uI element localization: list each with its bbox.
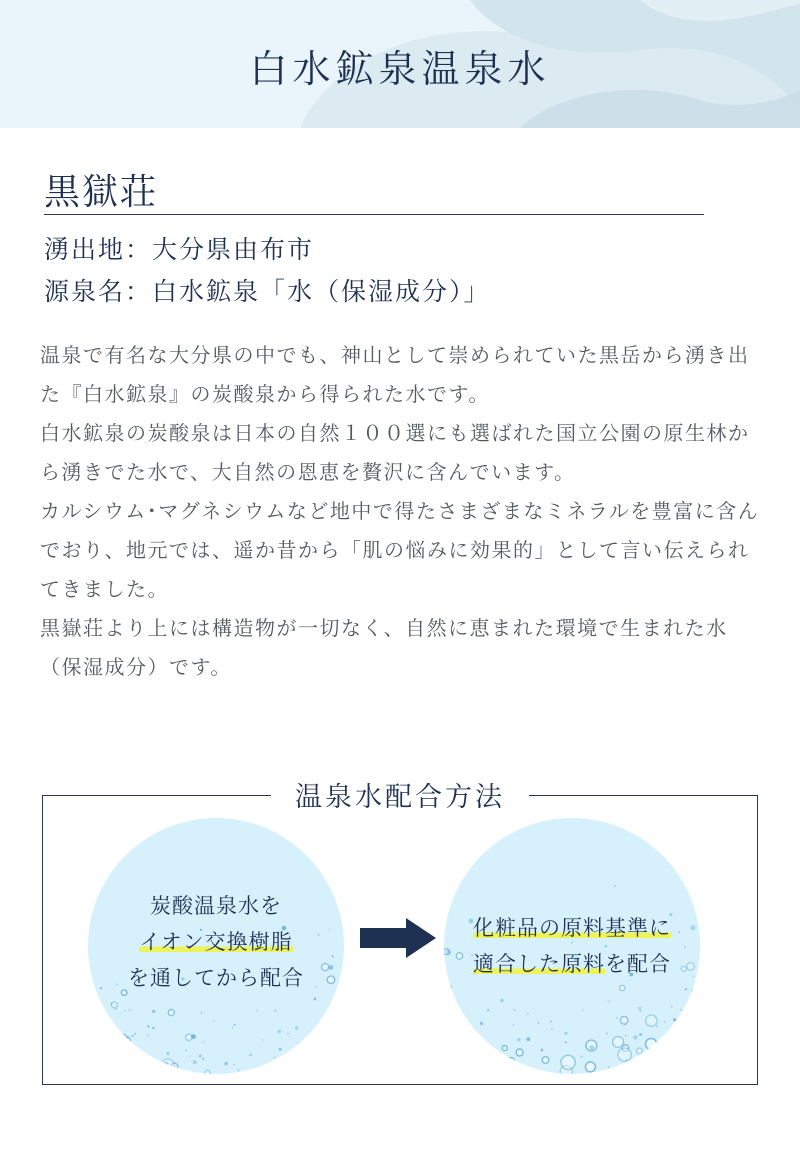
- spring-line: 源泉名：白水鉱泉「水（保湿成分）」: [44, 277, 491, 306]
- step-2-text: [444, 910, 700, 982]
- step-1-text: [88, 888, 344, 996]
- step-1-line-2: イオン交換樹脂: [139, 930, 293, 954]
- description-paragraph: 黒嶽荘より上には構造物が一切なく、自然に恵まれた環境で生まれた水（保湿成分）です。: [40, 616, 728, 679]
- description: [40, 336, 766, 687]
- description-paragraph: 温泉で有名な大分県の中でも、神山として崇められていた黒岳から湧き出た『白水鉱泉』の炭酸泉から得られた水です。: [40, 343, 750, 406]
- step-2-circle: [444, 818, 700, 1074]
- method-title: [0, 775, 800, 814]
- source-name: 黒獄荘: [44, 172, 159, 213]
- step-1-line-1: 炭酸温泉水を: [150, 894, 282, 918]
- header-banner: [0, 0, 800, 128]
- right-arrow-icon: [358, 918, 438, 958]
- divider: [44, 214, 704, 215]
- description-paragraph: 白水鉱泉の炭酸泉は日本の自然１００選にも選ばれた国立公園の原生林から湧きでた水で、大自然の恩恵を贅沢に含んでいます。: [40, 421, 750, 484]
- step-1-line-3: を通してから配合: [128, 966, 304, 990]
- description-paragraph: カルシウム･マグネシウムなど地中で得たさまざまなミネラルを豊富に含んでおり、地元では、遥か昔から「肌の悩みに効果的」として言い伝えられてきました。: [40, 499, 760, 601]
- page-title: 白水鉱泉温泉水: [249, 47, 551, 91]
- step-2-line-2-highlight: 適合した原料: [473, 952, 605, 976]
- step-2-line-2-rest: を配合: [605, 952, 671, 976]
- step-1-circle: [88, 818, 344, 1074]
- method-title-text: 温泉水配合方法: [271, 782, 529, 813]
- step-2-line-1: 化粧品の原料基準に: [473, 916, 671, 940]
- origin-line: 湧出地：大分県由布市: [44, 235, 315, 264]
